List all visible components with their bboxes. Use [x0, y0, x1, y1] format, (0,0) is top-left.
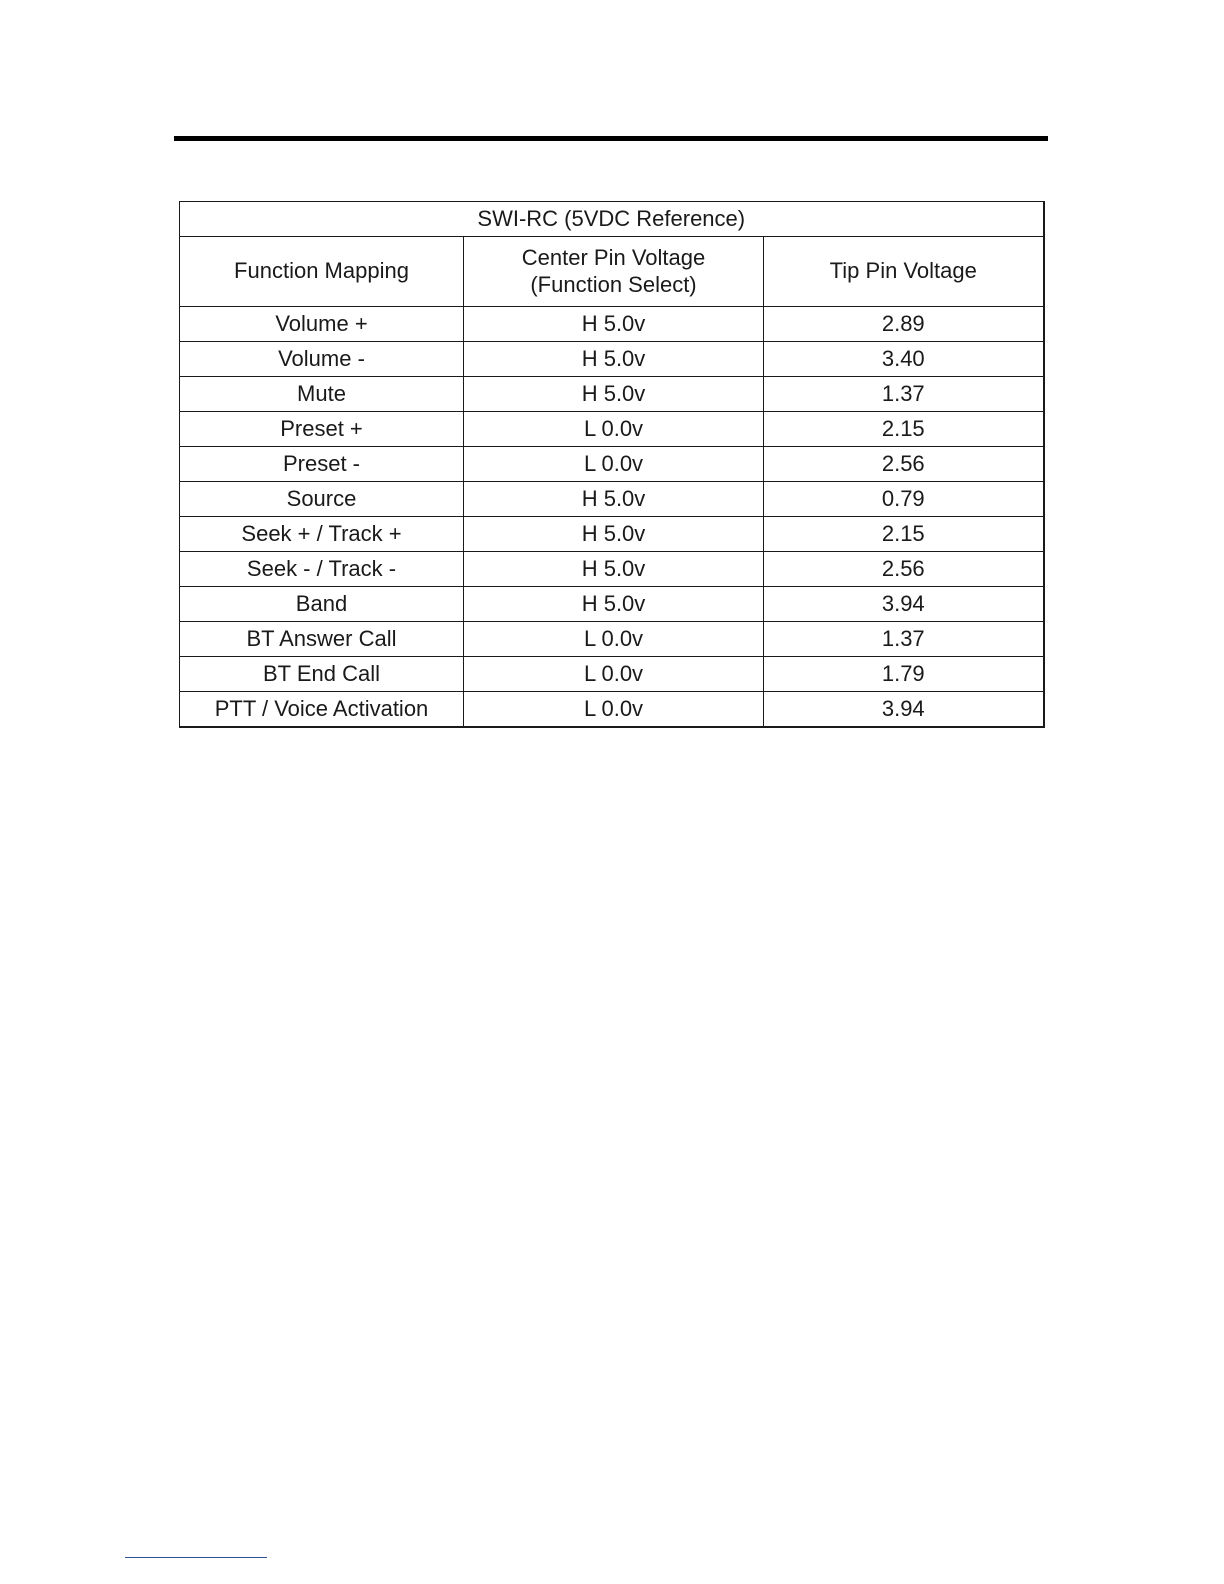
cell-tip-pin-voltage: 3.94: [764, 587, 1044, 622]
cell-function-mapping: Preset -: [180, 447, 464, 482]
table-row: [180, 622, 1044, 657]
cell-center-pin-voltage: H 5.0v: [464, 307, 764, 342]
cell-tip-pin-voltage: 2.56: [764, 447, 1044, 482]
cell-function-mapping: PTT / Voice Activation: [180, 692, 464, 728]
cell-function-mapping: Mute: [180, 377, 464, 412]
cell-tip-pin-voltage: 3.40: [764, 342, 1044, 377]
header-tip-pin-voltage: Tip Pin Voltage: [764, 237, 1044, 307]
top-horizontal-rule: [174, 136, 1048, 141]
table-row: [180, 412, 1044, 447]
cell-center-pin-voltage: H 5.0v: [464, 482, 764, 517]
table-row: [180, 482, 1044, 517]
cell-center-pin-voltage: L 0.0v: [464, 447, 764, 482]
table-row: [180, 342, 1044, 377]
header-center-line1: Center Pin Voltage: [521, 245, 706, 271]
cell-tip-pin-voltage: 2.15: [764, 517, 1044, 552]
cell-center-pin-voltage: H 5.0v: [464, 377, 764, 412]
table-title-row: [180, 202, 1044, 237]
cell-function-mapping: Seek + / Track +: [180, 517, 464, 552]
cell-center-pin-voltage: H 5.0v: [464, 517, 764, 552]
header-function-mapping: Function Mapping: [180, 237, 464, 307]
table-row: [180, 517, 1044, 552]
cell-center-pin-voltage: L 0.0v: [464, 622, 764, 657]
table-row: [180, 587, 1044, 622]
table-row: [180, 447, 1044, 482]
cell-function-mapping: Band: [180, 587, 464, 622]
cell-tip-pin-voltage: 1.37: [764, 622, 1044, 657]
swi-rc-voltage-table: [179, 201, 1045, 728]
cell-center-pin-voltage: L 0.0v: [464, 657, 764, 692]
cell-function-mapping: Source: [180, 482, 464, 517]
cell-center-pin-voltage: L 0.0v: [464, 692, 764, 728]
table-row: [180, 307, 1044, 342]
cell-tip-pin-voltage: 2.15: [764, 412, 1044, 447]
cell-center-pin-voltage: L 0.0v: [464, 412, 764, 447]
cell-tip-pin-voltage: 3.94: [764, 692, 1044, 728]
cell-tip-pin-voltage: 1.37: [764, 377, 1044, 412]
cell-center-pin-voltage: H 5.0v: [464, 342, 764, 377]
footnote-separator-line: [125, 1557, 267, 1558]
cell-tip-pin-voltage: 1.79: [764, 657, 1044, 692]
table-row: [180, 552, 1044, 587]
cell-function-mapping: BT Answer Call: [180, 622, 464, 657]
table-header-row: [180, 237, 1044, 307]
cell-function-mapping: Volume -: [180, 342, 464, 377]
cell-function-mapping: Preset +: [180, 412, 464, 447]
table-row: [180, 657, 1044, 692]
table-row: [180, 692, 1044, 728]
table-body: [180, 307, 1044, 728]
cell-tip-pin-voltage: 2.89: [764, 307, 1044, 342]
cell-function-mapping: BT End Call: [180, 657, 464, 692]
cell-center-pin-voltage: H 5.0v: [464, 587, 764, 622]
voltage-table-container: [179, 201, 1043, 728]
cell-tip-pin-voltage: 0.79: [764, 482, 1044, 517]
table-row: [180, 377, 1044, 412]
header-center-line2: (Function Select): [530, 271, 697, 297]
cell-function-mapping: Volume +: [180, 307, 464, 342]
table-title: SWI-RC (5VDC Reference): [180, 202, 1044, 237]
cell-function-mapping: Seek - / Track -: [180, 552, 464, 587]
cell-tip-pin-voltage: 2.56: [764, 552, 1044, 587]
cell-center-pin-voltage: H 5.0v: [464, 552, 764, 587]
header-center-pin-voltage: [464, 237, 764, 307]
